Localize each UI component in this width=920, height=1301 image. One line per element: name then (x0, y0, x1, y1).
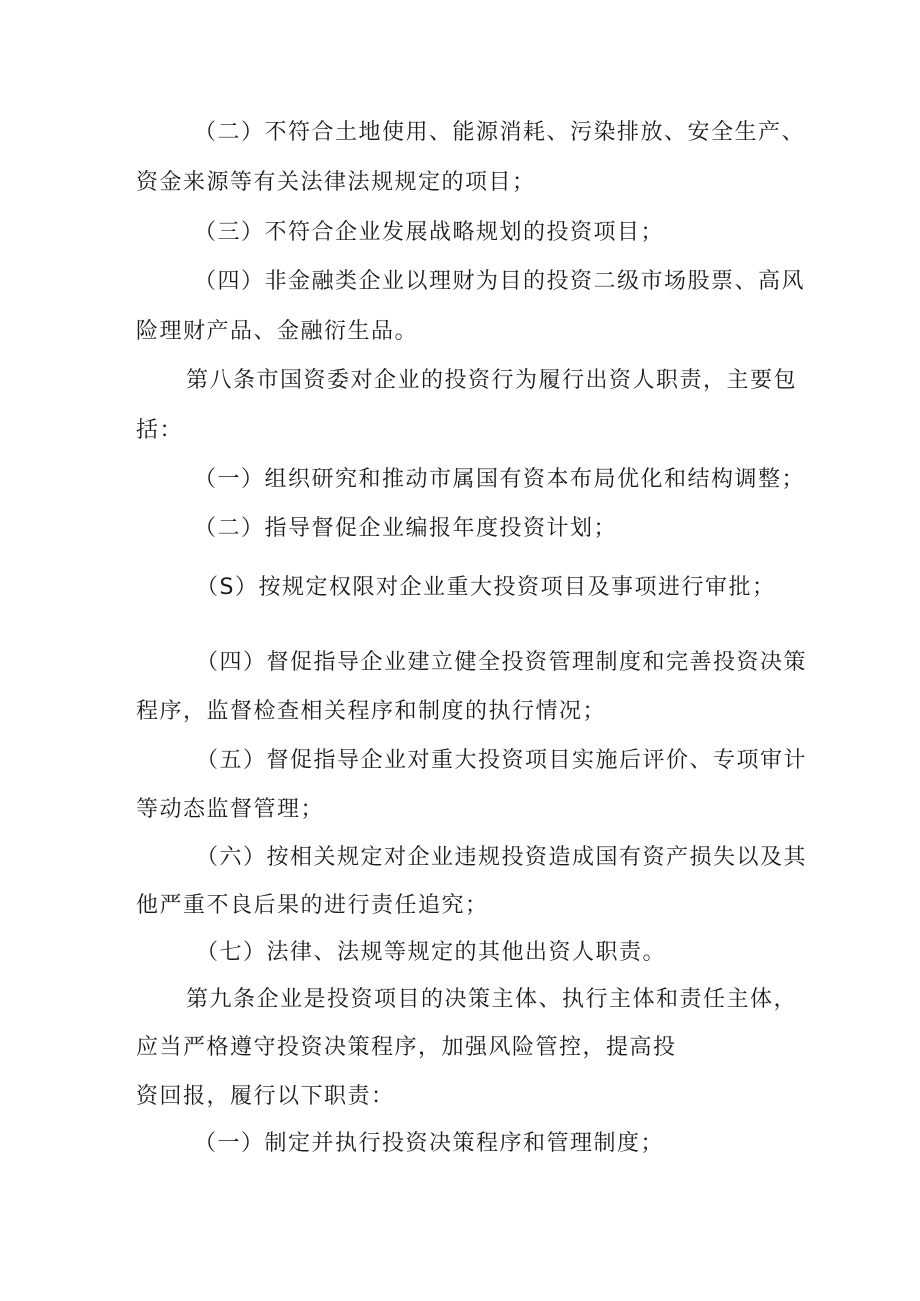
text-line: （一）制定并执行投资决策程序和管理制度； (194, 1131, 665, 1156)
text-line: （二）不符合土地使用、能源消耗、污染排放、安全生产、 (194, 120, 806, 145)
text-line: 应当严格遵守投资决策程序，加强风险管控，提高投 (136, 1035, 677, 1060)
text-line: 括： (136, 418, 184, 443)
text-line: （三）不符合企业发展战略规划的投资项目； (194, 220, 665, 245)
text-line: （二）指导督促企业编报年度投资计划； (194, 516, 618, 541)
text-line: 等动态监督管理； (136, 797, 325, 822)
text-line: 第八条市国资委对企业的投资行为履行出资人职责，主要包 (186, 368, 798, 393)
text-line: 资回报，履行以下职责： (136, 1084, 395, 1109)
text-line: （一）组织研究和推动市属国有资本布局优化和结构调整； (194, 467, 806, 492)
text-line: 第九条企业是投资项目的决策主体、执行主体和责任主体， (186, 987, 798, 1012)
text-line: 险理财产品、金融衍生品。 (136, 319, 419, 344)
text-line: （四）非金融类企业以理财为目的投资二级市场股票、高风 (194, 269, 806, 294)
text-line: 他严重不良后果的进行责任追究； (136, 893, 489, 918)
text-line: （S）按规定权限对企业重大投资项目及事项进行审批； (196, 575, 776, 600)
text-line: 程序，监督检查相关程序和制度的执行情况； (136, 699, 607, 724)
text-line: （六）按相关规定对企业违规投资造成国有资产损失以及其 (196, 845, 808, 870)
text-line: 资金来源等有关法律法规规定的项目； (136, 170, 536, 195)
text-line: （五）督促指导企业对重大投资项目实施后评价、专项审计 (196, 748, 808, 773)
text-line: （四）督促指导企业建立健全投资管理制度和完善投资决策 (196, 650, 808, 675)
text-line: （七）法律、法规等规定的其他出资人职责。 (196, 940, 667, 965)
